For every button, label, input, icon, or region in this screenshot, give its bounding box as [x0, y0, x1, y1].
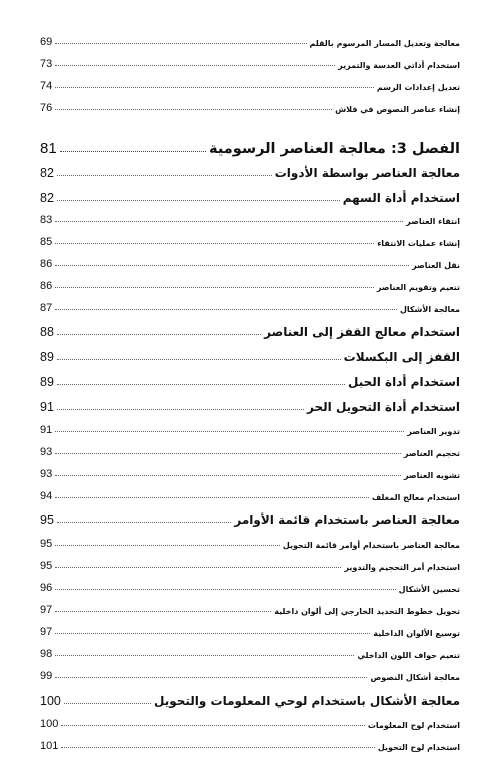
toc-entry	[40, 694, 460, 708]
toc-entry-page: 87	[40, 302, 53, 314]
toc-entry	[40, 604, 460, 616]
toc-entry-page: 83	[40, 214, 53, 226]
toc-entry	[40, 214, 460, 226]
toc-entry	[40, 350, 460, 364]
toc-entry	[40, 490, 460, 502]
toc-entry-page: 76	[40, 102, 53, 114]
dot-leader	[55, 243, 374, 244]
toc-entry	[40, 468, 460, 480]
toc-entry	[40, 375, 460, 389]
toc-entry-title: استخدام أداة الحبل	[347, 375, 460, 389]
toc-entry	[40, 58, 460, 70]
toc-entry-title: استخدام معالج القفز إلى العناصر	[264, 325, 460, 339]
dot-leader	[55, 453, 401, 454]
toc-entry	[40, 582, 460, 594]
toc-entry-title: استخدام معالج المغلف	[371, 493, 460, 502]
toc-entry	[40, 400, 460, 414]
toc-entry-page: 74	[40, 80, 53, 92]
toc-entry	[40, 36, 460, 48]
dot-leader	[55, 43, 306, 44]
toc-entry	[40, 191, 460, 205]
toc-entry	[40, 670, 460, 682]
dot-leader	[55, 65, 335, 66]
toc-entry-title: توسيع الألوان الداخلية	[373, 629, 460, 638]
toc-entry-page: 97	[40, 604, 53, 616]
toc-entry-page: 101	[40, 740, 59, 752]
toc-entry-title: الفصل 3: معالجة العناصر الرسومية	[209, 141, 460, 157]
toc-entry	[40, 102, 460, 114]
toc-entry-page: 95	[40, 560, 53, 572]
dot-leader	[57, 175, 272, 176]
toc-entry	[40, 258, 460, 270]
toc-entry-title: استخدام أداتي العدسة والتمرير	[338, 61, 460, 70]
toc-entry-title: تعديل إعدادات الرسم	[376, 83, 460, 92]
toc-entry	[40, 280, 460, 292]
toc-entry-title: معالجة الأشكال باستخدام لوحي المعلومات والتحويل	[153, 694, 460, 708]
toc-entry-page: 95	[40, 538, 53, 550]
toc-entry-title: نقل العناصر	[412, 261, 460, 270]
toc-entry-title: معالجة الأشكال	[399, 305, 460, 314]
dot-leader	[57, 334, 261, 335]
toc-entry	[40, 626, 460, 638]
toc-entry-title: استخدام لوح التحويل	[377, 743, 460, 752]
dot-leader	[57, 522, 231, 523]
toc-entry-title: القفز إلى البكسلات	[343, 350, 460, 364]
toc-entry-page: 85	[40, 236, 53, 248]
toc-entry	[40, 560, 460, 572]
toc-entry-page: 97	[40, 626, 53, 638]
toc-entry	[40, 648, 460, 660]
dot-leader	[55, 221, 403, 222]
toc-entry-title: تدوير العناصر	[407, 427, 460, 436]
toc-entry-title: معالجة العناصر بواسطة الأدوات	[274, 166, 460, 180]
toc-entry	[40, 446, 460, 458]
dot-leader	[64, 703, 151, 704]
dot-leader	[55, 265, 409, 266]
dot-leader	[57, 359, 341, 360]
toc-entry	[40, 718, 460, 730]
dot-leader	[55, 431, 404, 432]
toc-entry-title: معالجة وتعديل المسار المرسوم بالقلم	[309, 39, 460, 48]
toc-entry-title: تنعيم حواف اللون الداخلي	[357, 651, 460, 660]
dot-leader	[55, 497, 369, 498]
dot-leader	[55, 87, 374, 88]
toc-entry	[40, 740, 460, 752]
toc-entry-title: معالجة أشكال النصوص	[370, 673, 460, 682]
toc-entry-page: 73	[40, 58, 53, 70]
toc-entry	[40, 325, 460, 339]
dot-leader	[55, 287, 374, 288]
toc-entry-title: تحويل خطوط التحديد الخارجي إلى ألوان داخلية	[274, 607, 460, 616]
toc-entry-page: 94	[40, 490, 53, 502]
toc-entry	[40, 424, 460, 436]
toc-entry-page: 93	[40, 446, 53, 458]
toc-entry-page: 93	[40, 468, 53, 480]
dot-leader	[55, 655, 354, 656]
toc-entry-page: 89	[40, 350, 54, 364]
dot-leader	[55, 589, 395, 590]
toc-entry-page: 98	[40, 648, 53, 660]
toc-entry-page: 82	[40, 191, 54, 205]
toc-chapter-heading	[40, 140, 460, 157]
toc-entry-page: 91	[40, 424, 53, 436]
toc-entry	[40, 513, 460, 527]
toc-entry-page: 81	[40, 140, 57, 157]
toc-entry-title: تشويه العناصر	[403, 471, 460, 480]
toc-entry-title: معالجة العناصر باستخدام قائمة الأوامر	[234, 513, 460, 527]
toc-entry-title: استخدام أداة التحويل الحر	[307, 400, 460, 414]
toc-entry-page: 95	[40, 513, 54, 527]
toc-entry-page: 100	[40, 718, 59, 730]
dot-leader	[61, 725, 365, 726]
dot-leader	[55, 633, 370, 634]
toc-entry	[40, 538, 460, 550]
toc-entry-page: 99	[40, 670, 53, 682]
toc-entry-page: 86	[40, 258, 53, 270]
toc-entry-page: 69	[40, 36, 53, 48]
dot-leader	[57, 384, 345, 385]
dot-leader	[55, 677, 367, 678]
toc-entry	[40, 302, 460, 314]
toc-entry-page: 91	[40, 400, 54, 414]
toc-entry-page: 86	[40, 280, 53, 292]
toc-entry-title: إنشاء عناصر النصوص في فلاش	[335, 105, 460, 114]
toc-entry-page: 88	[40, 325, 54, 339]
dot-leader	[57, 409, 304, 410]
dot-leader	[55, 309, 397, 310]
toc-entry	[40, 80, 460, 92]
toc-entry-title: إنشاء عمليات الانتقاء	[377, 239, 460, 248]
toc-entry-title: تحجيم العناصر	[403, 449, 460, 458]
toc-entry-title: استخدام أمر التحجيم والتدوير	[344, 563, 460, 572]
dot-leader	[60, 151, 206, 152]
dot-leader	[55, 475, 401, 476]
dot-leader	[57, 200, 340, 201]
toc-entry	[40, 166, 460, 180]
toc-entry-title: تحسين الأشكال	[398, 585, 460, 594]
dot-leader	[55, 567, 341, 568]
toc-entry-page: 82	[40, 166, 54, 180]
toc-entry-page: 89	[40, 375, 54, 389]
dot-leader	[55, 545, 280, 546]
toc-entry-title: معالجة العناصر باستخدام أوامر قائمة التحويل	[282, 541, 460, 550]
toc-entry-title: انتقاء العناصر	[406, 217, 460, 226]
dot-leader	[55, 611, 271, 612]
toc-entry-page: 100	[40, 694, 61, 708]
toc-entry	[40, 236, 460, 248]
dot-leader	[55, 109, 332, 110]
dot-leader	[61, 747, 374, 748]
toc-entry-title: تنعيم وتقويم العناصر	[376, 283, 460, 292]
toc-entry-page: 96	[40, 582, 53, 594]
toc-entry-title: استخدام أداة السهم	[342, 191, 460, 205]
toc-entry-title: استخدام لوح المعلومات	[367, 721, 460, 730]
